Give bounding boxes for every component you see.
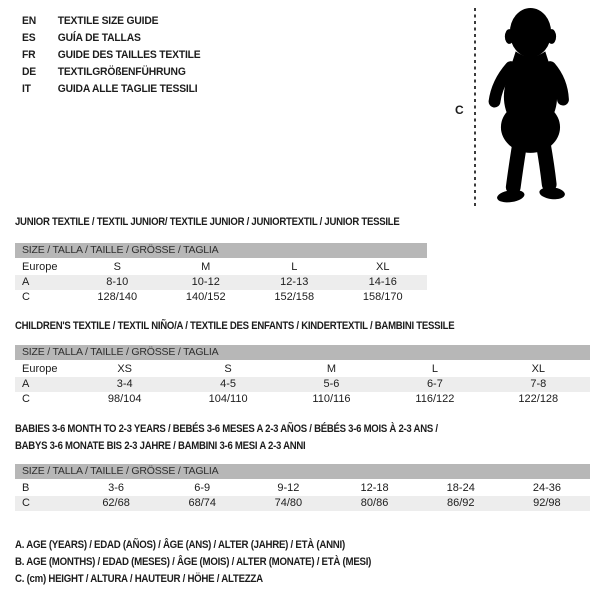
table-cell: 14-16 — [368, 276, 397, 288]
table-cell: 7-8 — [530, 378, 547, 390]
table-cell: 68/74 — [188, 497, 216, 509]
lang-row-fr — [22, 47, 200, 64]
table-cell: 80/86 — [360, 497, 389, 509]
table-cell: S — [113, 261, 121, 273]
table-cell: 128/140 — [97, 291, 138, 303]
lang-row-es — [22, 30, 200, 47]
table-cell: 12-13 — [280, 276, 309, 288]
table-cell: 3-4 — [116, 378, 133, 390]
lang-code: EN — [22, 15, 36, 27]
table-cell: 158/170 — [362, 291, 403, 303]
babies-table-title-line2: BABYS 3-6 MONATE BIS 2-3 JAHRE / BAMBINI 3-6 MESI A 2-3 ANNI — [15, 440, 306, 452]
note-age-years: A. AGE (YEARS) / EDAD (AÑOS) / ÂGE (ANS) / ALTER (JAHRE) / ETÀ (ANNI) — [15, 539, 345, 551]
note-age-months: B. AGE (MONTHS) / EDAD (MESES) / ÂGE (MOIS) / ALTER (MONATE) / ETÀ (MESI) — [15, 556, 372, 568]
table-cell: M — [326, 363, 337, 375]
table-cell: 8-10 — [106, 276, 129, 288]
lang-title: GUÍA DE TALLAS — [57, 32, 141, 44]
table-cell: 6-9 — [194, 482, 211, 494]
height-dashed-line — [474, 8, 476, 206]
row-label: C — [22, 291, 30, 303]
table-cell: 98/104 — [107, 393, 142, 405]
table-row — [15, 260, 427, 275]
table-cell: 86/92 — [446, 497, 475, 509]
row-label: B — [22, 482, 30, 494]
table-cell: 3-6 — [108, 482, 125, 494]
table-row — [15, 275, 427, 290]
note-height-cm: C. (cm) HEIGHT / ALTURA / HAUTEUR / HÖHE / ALTEZZA — [15, 573, 263, 585]
size-header-band: SIZE / TALLA / TAILLE / GRÖSSE / TAGLIA — [15, 464, 590, 479]
legend-notes — [15, 537, 420, 588]
table-cell: 116/122 — [415, 393, 455, 405]
row-label: Europe — [22, 363, 58, 375]
babies-size-table — [15, 464, 590, 511]
lang-code: FR — [22, 49, 36, 61]
lang-title: TEXTILE SIZE GUIDE — [57, 15, 159, 27]
children-size-table — [15, 345, 590, 407]
language-title-list — [22, 13, 212, 98]
table-cell: M — [201, 261, 211, 273]
table-row — [15, 290, 427, 305]
lang-row-de — [22, 64, 200, 81]
lang-title: GUIDA ALLE TAGLIE TESSILI — [57, 83, 198, 95]
size-header-band: SIZE / TALLA / TAILLE / GRÖSSE / TAGLIA — [15, 345, 590, 360]
size-header-band: SIZE / TALLA / TAILLE / GRÖSSE / TAGLIA — [15, 243, 427, 258]
table-cell: 62/68 — [102, 497, 130, 509]
row-label: C — [22, 393, 30, 405]
table-cell: 110/116 — [312, 393, 351, 405]
table-row — [15, 377, 590, 392]
junior-size-table — [15, 243, 427, 305]
row-label: A — [22, 378, 30, 390]
table-cell: 122/128 — [518, 393, 559, 405]
table-cell: L — [291, 261, 298, 273]
table-cell: 140/152 — [185, 291, 226, 303]
table-cell: 104/110 — [208, 393, 248, 405]
table-row — [15, 481, 590, 496]
table-cell: XL — [531, 363, 546, 375]
toddler-silhouette-icon — [482, 6, 576, 208]
height-marker-label: C — [455, 103, 464, 117]
table-row — [15, 362, 590, 377]
table-cell: XL — [376, 261, 390, 273]
children-table-title: CHILDREN'S TEXTILE / TEXTIL NIÑO/A / TEXTILE DES ENFANTS / KINDERTEXTIL / BAMBINI TESSILE — [15, 320, 455, 332]
junior-table-title: JUNIOR TEXTILE / TEXTIL JUNIOR/ TEXTILE JUNIOR / JUNIORTEXTIL / JUNIOR TESSILE — [15, 216, 400, 228]
babies-table-title-line1: BABIES 3-6 MONTH TO 2-3 YEARS / BEBÉS 3-6 MESES A 2-3 AÑOS / BÉBÉS 3-6 MOIS À 2-3 ANS / — [15, 423, 438, 435]
table-cell: 18-24 — [446, 482, 475, 494]
row-label: C — [22, 497, 30, 509]
table-cell: XS — [117, 363, 133, 375]
lang-code: DE — [22, 66, 36, 78]
table-cell: 74/80 — [274, 497, 303, 509]
lang-title: GUIDE DES TAILLES TEXTILE — [57, 49, 201, 61]
table-cell: 6-7 — [426, 378, 443, 390]
table-cell: 5-6 — [323, 378, 340, 390]
row-label: Europe — [22, 261, 58, 273]
table-cell: S — [224, 363, 232, 375]
table-cell: 4-5 — [220, 378, 237, 390]
table-cell: 10-12 — [191, 276, 220, 288]
lang-code: IT — [22, 83, 31, 95]
table-cell: 24-36 — [532, 482, 561, 494]
table-cell: L — [431, 363, 438, 375]
table-cell: 152/158 — [274, 291, 315, 303]
row-label: A — [22, 276, 30, 288]
table-cell: 92/98 — [533, 497, 561, 509]
table-row — [15, 392, 590, 407]
lang-title: TEXTILGRÖßENFÜHRUNG — [57, 66, 186, 78]
lang-row-it — [22, 81, 200, 98]
lang-code: ES — [22, 32, 36, 44]
table-cell: 12-18 — [360, 482, 389, 494]
table-cell: 9-12 — [277, 482, 300, 494]
table-row — [15, 496, 590, 511]
lang-row-en — [22, 13, 200, 30]
